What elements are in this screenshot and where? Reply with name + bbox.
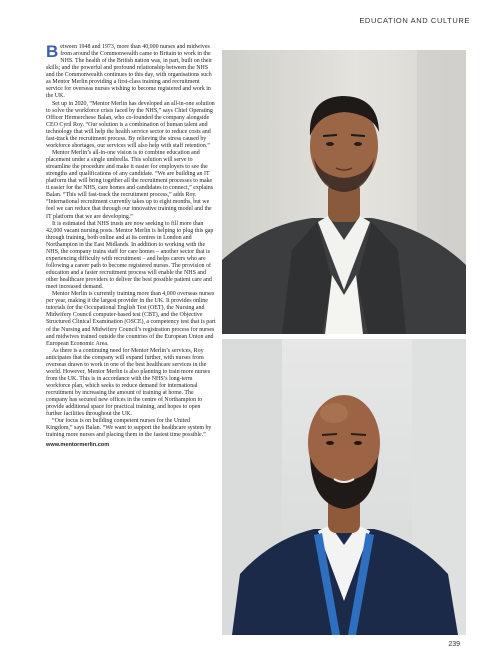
- website-url[interactable]: www.mentormerlin.com: [46, 441, 110, 448]
- portrait-top-illustration: [222, 50, 466, 334]
- drop-cap: B: [46, 42, 59, 61]
- first-paragraph-text: etween 1948 and 1973, more than 40,000 nurses and midwives from around the Commonwealth came to Britain to work in the NHS. The health of the British nation was, in part, built on their skills; and the powerful and profound relationship between the NHS and the Commonwealth continues to this day, with organisations such as Mentor Merlin providing a first-class training and recruitment service for overseas nurses wishing to become registered and work in the UK.: [46, 44, 213, 100]
- article-body: [46, 44, 216, 449]
- portrait-bottom-illustration: [222, 339, 466, 635]
- article-paragraph-6: As there is a continuing need for Mentor Merlin’s services, Roy anticipates that the company will expand further, with nurses from overseas drawn to work in one of the best healthcare services in the world. However, Mentor Merlin is also planning to train more nurses from the UK. This is in accordance with the NHS’s long-term workforce plan, which seeks to reduce demand for international recruitment by increasing the amount of training at home. The company has secured new offices in the centre of Northampton to provide additional space for practical training, and hopes to open further facilities throughout the UK.: [46, 347, 210, 418]
- portrait-photo-bottom: [222, 339, 466, 635]
- article-paragraph-2: Set up in 2020, “Mentor Merlin has developed an all-in-one solution to solve the workforce crisis faced by the NHS,” says Chief Operating Officer Hermerchese Balan, who co-founded the company alongside CEO Cyril Roy. “Our solution is a combination of human talent and technology that will help the health service sector to reduce costs and fast-track the recruitment process. By relieving the stress caused by workforce shortages, our services will also help with staff retention.”: [46, 100, 215, 149]
- section-label: EDUCATION AND CULTURE: [359, 16, 470, 25]
- article-paragraph-3: Mentor Merlin’s all-in-one vision is to combine education and placement under a single umbrella. This solution will serve to streamline the procedure and make it easier for employers to see the strengths and qualifications of any candidate. “We are building an IT platform that will bring together all the recruitment processes to make it easier for the NHS, care homes and candidates to connect,” explains Balan. “This will fast-track the recruitment process,” adds Roy. “International recruitment currently takes up to eight months, but we feel we can reduce that through our innovative training model and the IT platform that we are developing.”: [46, 149, 214, 220]
- article-paragraph-5: Mentor Merlin is currently training more than 4,000 overseas nurses per year, making it the largest provider in the UK. It provides online tutorials for the Occupational English Test (OET), the Nursing and Midwifery Council computer-based test (CBT), and the Objective Structured Clinical Examination (OSCE), a competency test that is part of the Nursing and Midwifery Council’s registration process for nurses and midwives trained outside the countries of the European Union and European Economic Area.: [46, 291, 216, 347]
- page-number: 239: [448, 641, 460, 648]
- article-paragraph-1: [46, 44, 216, 101]
- portrait-photo-top: [222, 50, 466, 334]
- article-paragraph-7: “Our focus is on building competent nurses for the United Kingdom,” says Balan. “We want to support the healthcare system by training more nurses and placing them in the fastest time possible.”: [46, 418, 212, 439]
- article-paragraph-4: It is estimated that NHS trusts are now seeking to fill more than 42,000 vacant nursing posts. Mentor Merlin is helping to plug this gap through training, both online and at its centres in London and Northampton in the East Midlands. In addition to working with the NHS, the company trains staff for care homes – another sector that is experiencing difficulty with recruitment – and helps carers who are following a career path to become registered nurses. The provision of education and a faster recruitment process will enable the NHS and other healthcare providers to deliver the best possible patient care and meet increased demand.: [46, 220, 214, 291]
